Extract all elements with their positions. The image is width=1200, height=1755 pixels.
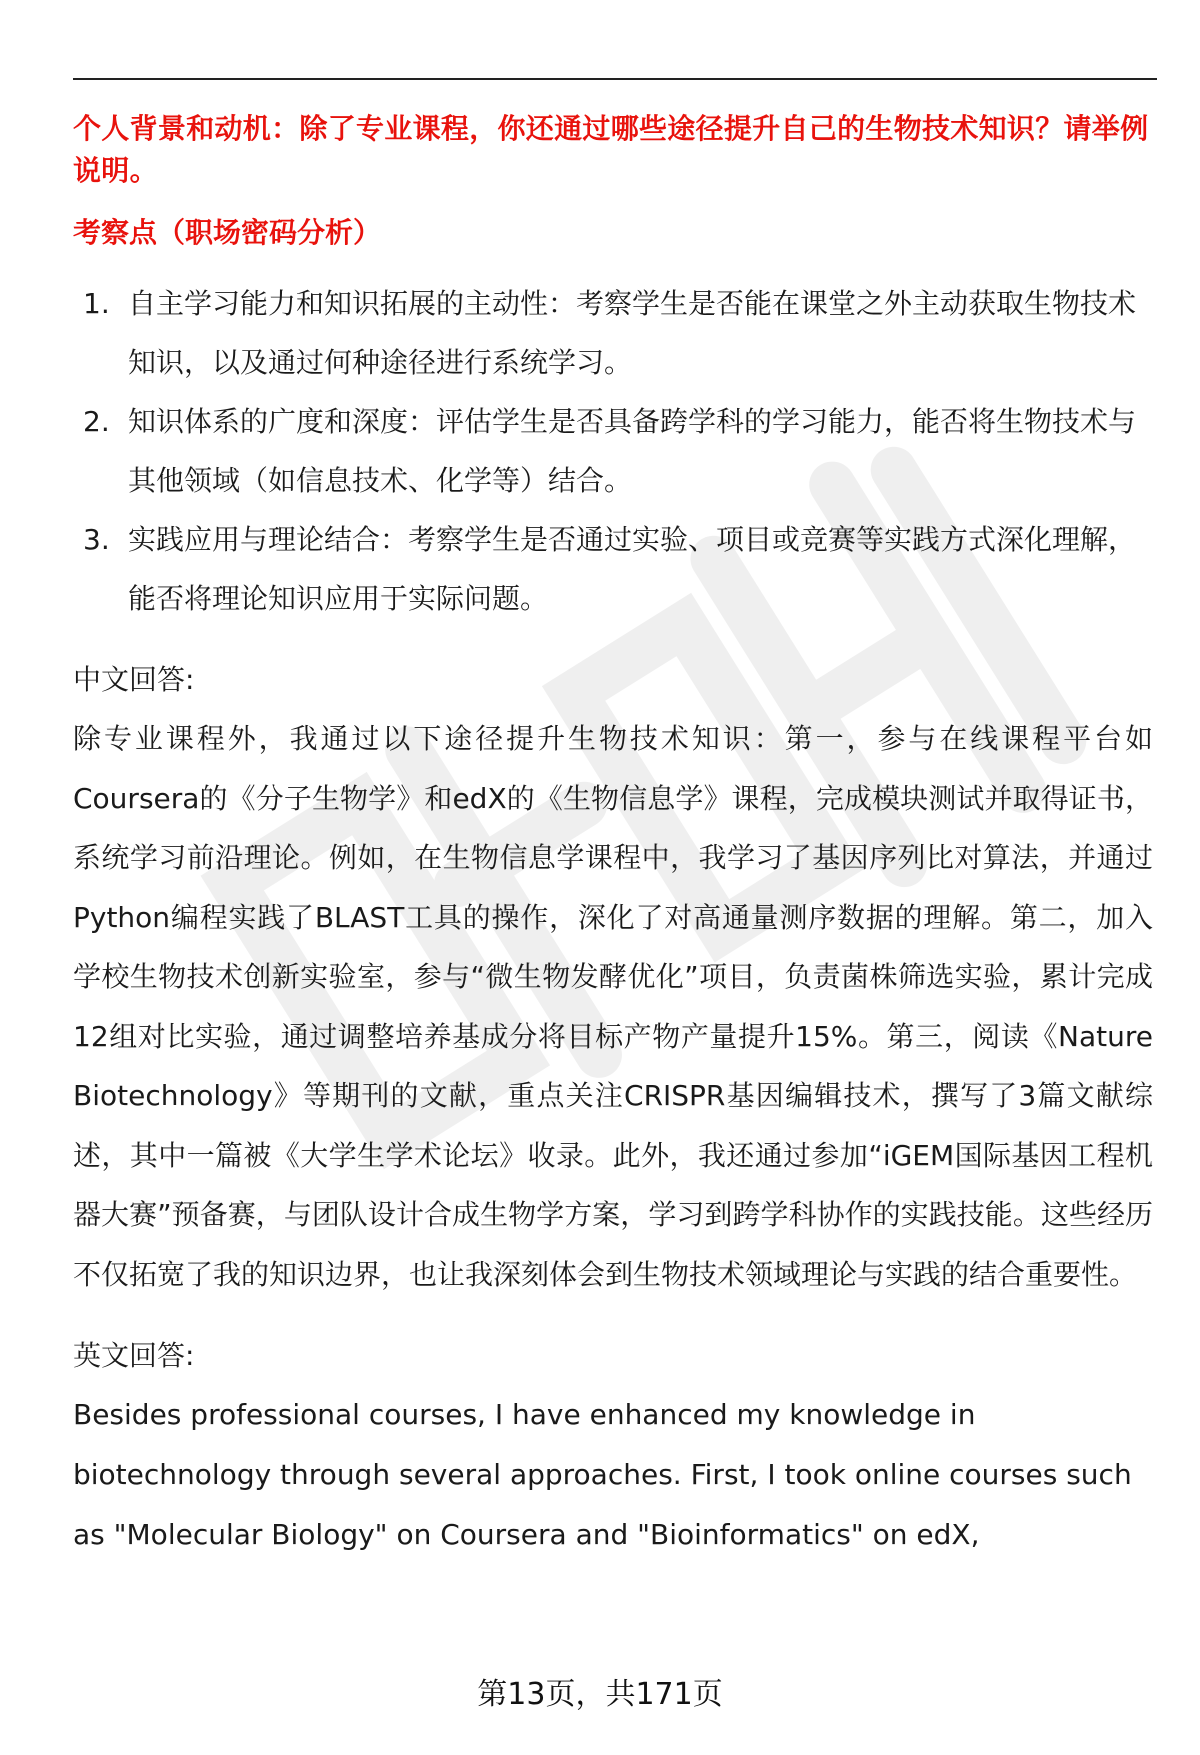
list-item-text: 知识体系的广度和深度：评估学生是否具备跨学科的学习能力，能否将生物技术与其他领域（如信息技术、化学等）结合。 [128,405,1137,497]
list-item-text: 实践应用与理论结合：考察学生是否通过实验、项目或竞赛等实践方式深化理解，能否将理论知识应用于实际问题。 [128,523,1137,615]
chinese-answer-label: 中文回答: [73,663,195,696]
exam-points-list [73,274,1153,628]
header-divider [73,78,1157,80]
list-item-number: 2. [83,405,110,438]
english-answer-text: Besides professional courses, I have enhanced my knowledge in biotechnology through several approaches. First, I took online courses such as "Molecular Biology" on Coursera and "Bioinformatics" on edX, [73,1398,1132,1551]
list-item [73,510,1153,628]
list-item-text: 自主学习能力和知识拓展的主动性：考察学生是否能在课堂之外主动获取生物技术知识，以及通过何种途径进行系统学习。 [128,287,1137,379]
english-answer-label: 英文回答: [73,1339,195,1372]
list-item-number: 1. [83,287,110,320]
list-item [73,274,1153,392]
chinese-answer-text: 除专业课程外，我通过以下途径提升生物技术知识：第一，参与在线课程平台如Coursera的《分子生物学》和edX的《生物信息学》课程，完成模块测试并取得证书，系统学习前沿理论。例如，在生物信息学课程中，我学习了基因序列比对算法，并通过Python编程实践了BLAST工具的操作，深化了对高通量测序数据的理解。第二，加入学校生物技术创新实验室，参与“微生物发酵优化”项目，负责菌株筛选实验，累计完成12组对比实验，通过调整培养基成分将目标产物产量提升15%。第三，阅读《Nature Biotechnology》等期刊的文献，重点关注CRISPR基因编辑技术，撰写了3篇文献综述，其中一篇被《大学生学术论坛》收录。此外，我还通过参加“iGEM国际基因工程机器大赛”预备赛，与团队设计合成生物学方案，学习到跨学科协作的实践技能。这些经历不仅拓宽了我的知识边界，也让我深刻体会到生物技术领域理论与实践的结合重要性。 [73,722,1153,1291]
main-content [73,108,1153,1565]
question-heading: 个人背景和动机：除了专业课程，你还通过哪些途径提升自己的生物技术知识？请举例说明。 [73,112,1149,187]
page-number-footer: 第13页，共171页 [477,1677,723,1712]
list-item [73,392,1153,510]
exam-points-title: 考察点（职场密码分析） [73,216,382,249]
list-item-number: 3. [83,523,110,556]
